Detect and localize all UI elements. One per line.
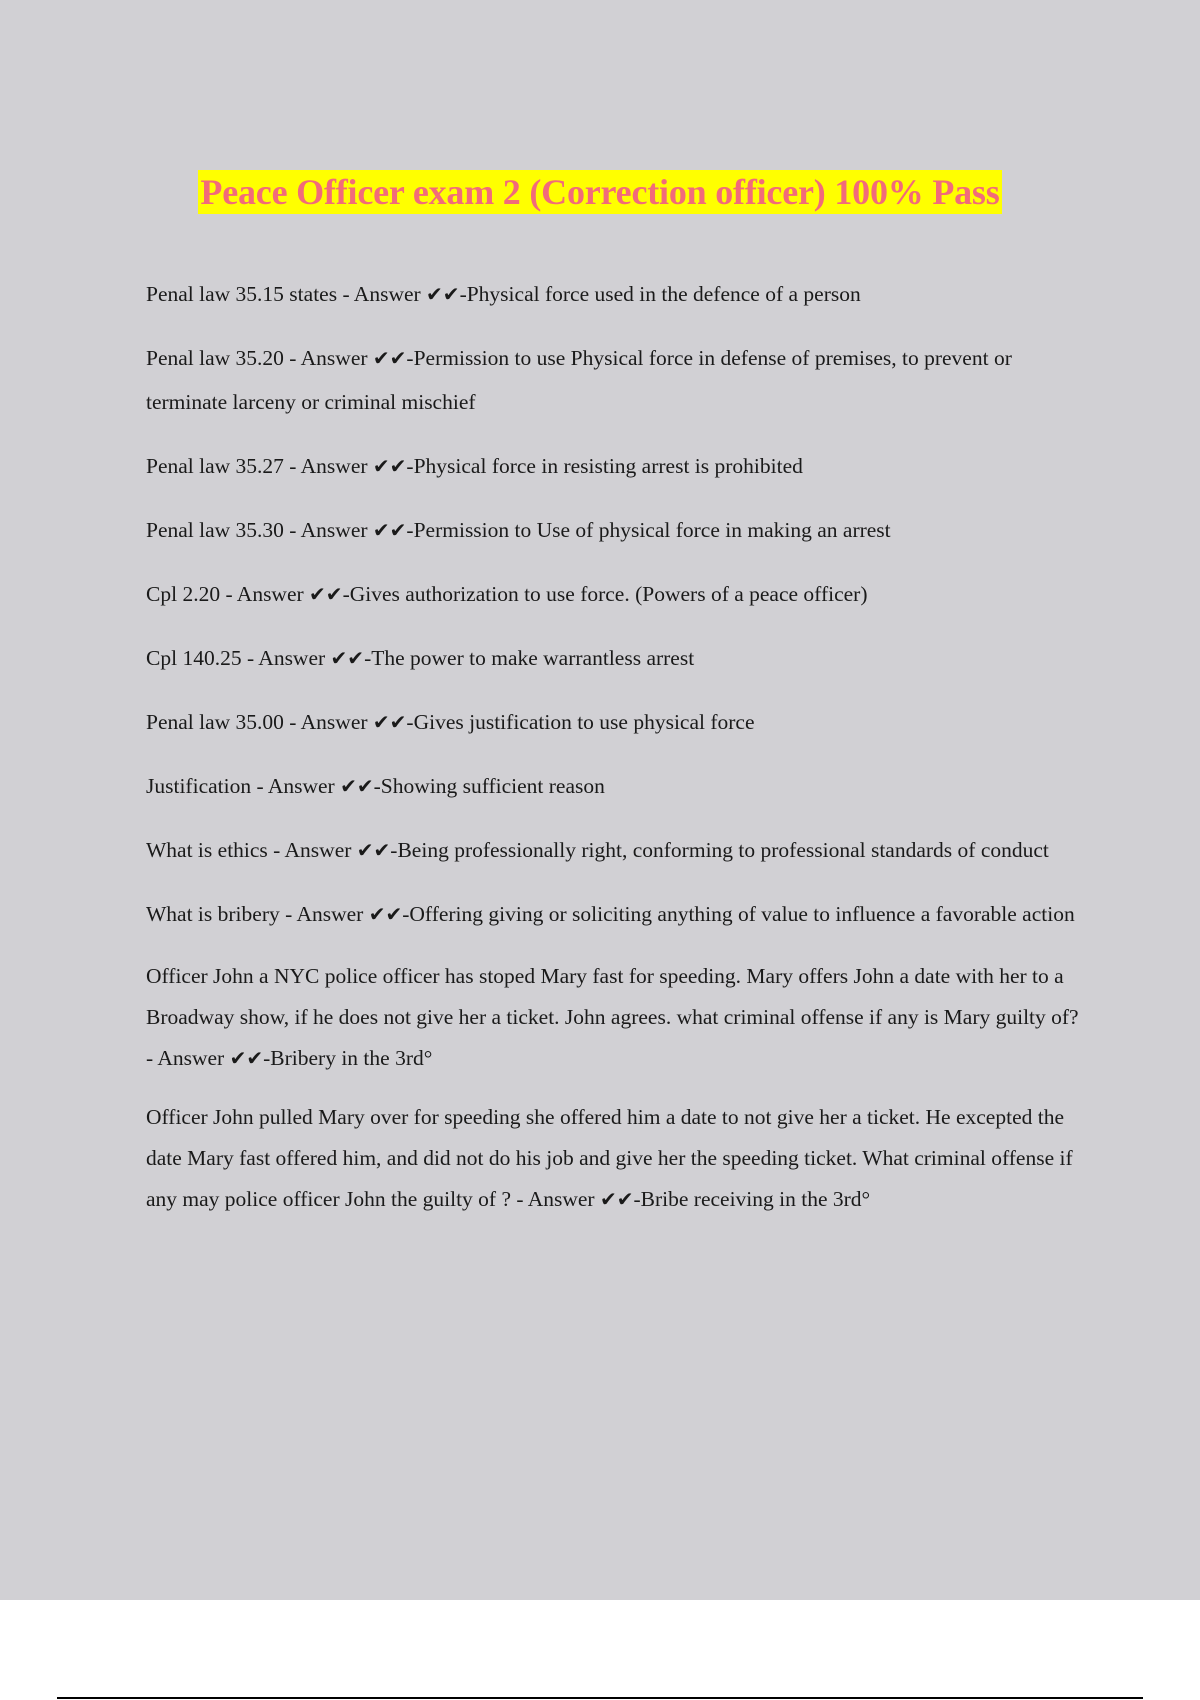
double-check-icon: ✔✔	[372, 454, 407, 478]
double-check-icon: ✔✔	[372, 710, 407, 734]
qa-answer: -Gives justification to use physical force	[406, 710, 755, 734]
qa-item	[146, 956, 1086, 1079]
double-check-icon: ✔✔	[599, 1187, 634, 1211]
double-check-icon: ✔✔	[330, 646, 365, 670]
qa-answer: -Physical force in resisting arrest is prohibited	[406, 454, 803, 478]
qa-question: Justification - Answer	[146, 774, 341, 798]
double-check-icon: ✔✔	[372, 346, 407, 370]
qa-question: Officer John a NYC police officer has stoped Mary fast for speeding. Mary offers John a date with her to a Broadway show, if he does not give her a ticket. John agrees. what criminal offense if any is Mary guilty of? - Answer	[146, 964, 1079, 1070]
footer-divider	[57, 1697, 1143, 1699]
qa-question: Cpl 2.20 - Answer	[146, 582, 310, 606]
qa-answer: -Physical force used in the defence of a person	[459, 282, 861, 306]
qa-answer: -Being professionally right, conforming to professional standards of conduct	[390, 838, 1049, 862]
qa-question: Penal law 35.15 states - Answer	[146, 282, 427, 306]
double-check-icon: ✔✔	[309, 582, 343, 606]
qa-item	[146, 336, 1086, 424]
qa-item	[146, 892, 1086, 936]
title-container	[0, 170, 1200, 214]
qa-question: Penal law 35.00 - Answer	[146, 710, 373, 734]
qa-answer: -Showing sufficient reason	[373, 774, 605, 798]
double-check-icon: ✔✔	[372, 518, 407, 542]
qa-item	[146, 272, 1086, 316]
double-check-icon: ✔✔	[340, 774, 374, 798]
double-check-icon: ✔✔	[426, 282, 460, 306]
qa-item	[146, 572, 1086, 616]
qa-question: Penal law 35.20 - Answer	[146, 346, 373, 370]
qa-answer: -Bribery in the 3rd°	[263, 1046, 433, 1070]
qa-item	[146, 700, 1086, 744]
qa-question: Penal law 35.30 - Answer	[146, 518, 373, 542]
qa-item	[146, 764, 1086, 808]
document-title: Peace Officer exam 2 (Correction officer) 100% Pass	[200, 172, 1000, 212]
qa-answer: -Permission to use Physical force in defense of premises, to prevent or terminate larceny or criminal mischief	[146, 346, 1012, 414]
qa-item	[146, 828, 1086, 872]
qa-question: Penal law 35.27 - Answer	[146, 454, 373, 478]
qa-item	[146, 444, 1086, 488]
double-check-icon: ✔✔	[368, 902, 403, 926]
double-check-icon: ✔✔	[229, 1046, 264, 1070]
qa-item	[146, 1097, 1086, 1220]
qa-question: Cpl 140.25 - Answer	[146, 646, 331, 670]
qa-question: Officer John pulled Mary over for speeding she offered him a date to not give her a ticket. He excepted the date Mary fast offered him, and did not do his job and give her the speeding ticket. What criminal offense if any may police officer John the guilty of ? - Answer	[146, 1105, 1073, 1211]
qa-answer: -Gives authorization to use force. (Powers of a peace officer)	[342, 582, 868, 606]
qa-question: What is bribery - Answer	[146, 902, 369, 926]
qa-answer: -The power to make warrantless arrest	[364, 646, 695, 670]
qa-answer: -Offering giving or soliciting anything of value to influence a favorable action	[402, 902, 1075, 926]
qa-question: What is ethics - Answer	[146, 838, 357, 862]
qa-list	[146, 272, 1086, 1238]
qa-answer: -Permission to Use of physical force in making an arrest	[406, 518, 891, 542]
double-check-icon: ✔✔	[356, 838, 391, 862]
qa-item	[146, 636, 1086, 680]
qa-item	[146, 508, 1086, 552]
qa-answer: -Bribe receiving in the 3rd°	[633, 1187, 871, 1211]
